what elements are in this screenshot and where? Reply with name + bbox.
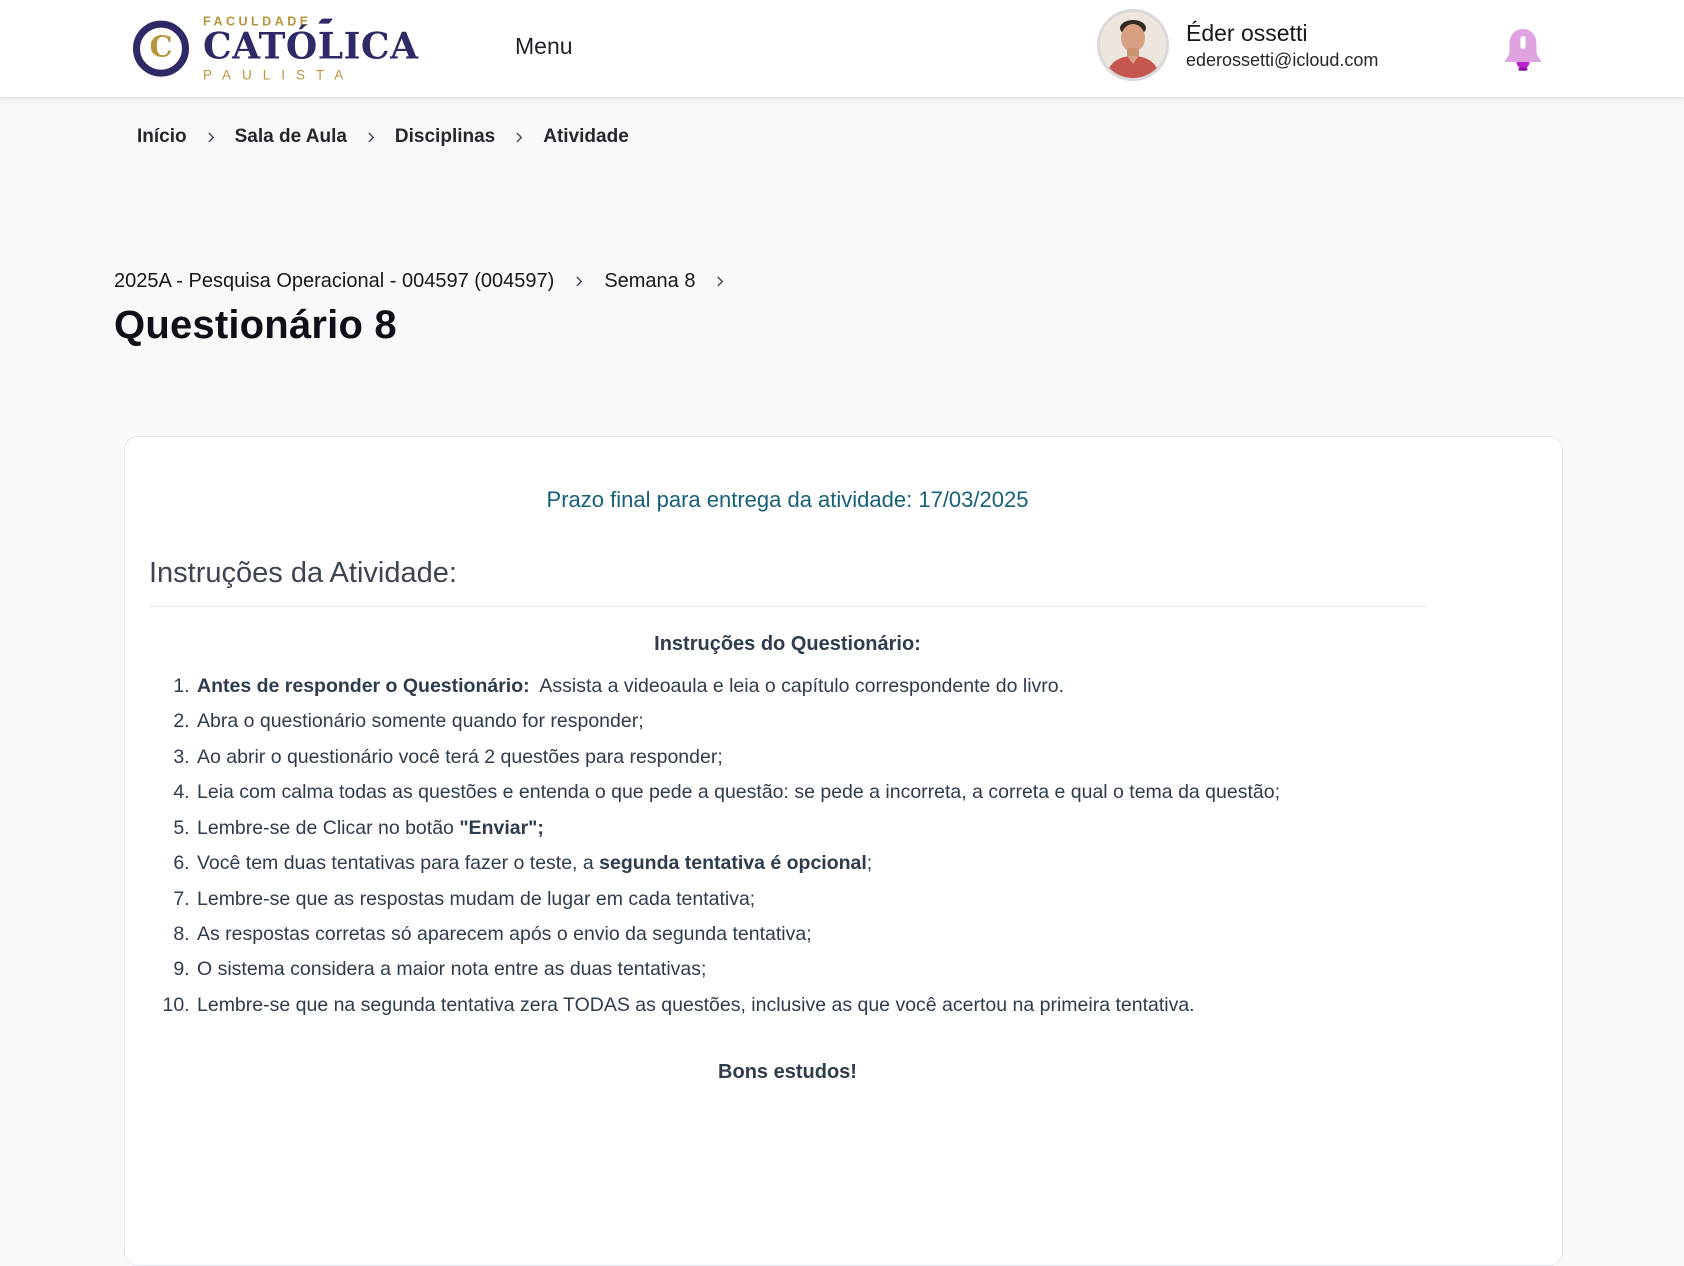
logo-faculdade-label: FACULDADE bbox=[203, 14, 312, 29]
avatar-illustration bbox=[1100, 12, 1166, 78]
user-email: ederossetti@icloud.com bbox=[1186, 49, 1379, 70]
breadcrumb-item[interactable]: Disciplinas bbox=[394, 126, 496, 147]
instruction-item: 2. Abra o questionário somente quando for responder; bbox=[195, 705, 1373, 739]
menu-button[interactable]: Menu bbox=[515, 33, 573, 59]
logo-catolica-label: CATÓLICA bbox=[203, 25, 419, 68]
instruction-item: 3. Ao abrir o questionário você terá 2 questões para responder; bbox=[195, 741, 1373, 775]
instruction-item: 6. Você tem duas tentativas para fazer o teste, a segunda tentativa é opcional; bbox=[195, 847, 1373, 881]
instructions-heading: Instruções da Atividade: bbox=[149, 557, 1426, 607]
instruction-item: 1. Antes de responder o Questionário: Assista a videoaula e leia o capítulo correspondente do livro. bbox=[195, 670, 1373, 704]
breadcrumb-item[interactable]: Início bbox=[137, 126, 187, 147]
course-breadcrumb-item[interactable]: Semana 8 bbox=[604, 270, 696, 292]
breadcrumb-item[interactable]: Sala de Aula bbox=[234, 126, 347, 147]
instruction-item: 8. As respostas corretas só aparecem após o envio da segunda tentativa; bbox=[195, 918, 1373, 952]
user-avatar-photo[interactable] bbox=[1097, 9, 1169, 81]
logo-tick-icon bbox=[318, 19, 333, 24]
chevron-right-icon bbox=[572, 274, 586, 289]
notification-bell-icon[interactable] bbox=[1502, 25, 1544, 73]
page-title: Questionário 8 bbox=[114, 303, 397, 347]
breadcrumb bbox=[0, 97, 1684, 148]
quiz-instructions-title: Instruções do Questionário: bbox=[654, 633, 921, 655]
instruction-item: 7. Lembre-se que as respostas mudam de lugar em cada tentativa; bbox=[195, 883, 1373, 917]
course-breadcrumb-item[interactable]: 2025A - Pesquisa Operacional - 004597 (004597) bbox=[114, 270, 555, 292]
chevron-right-icon bbox=[364, 130, 378, 145]
deadline-text: Prazo final para entrega da atividade: 17/03/2025 bbox=[546, 487, 1029, 512]
main-content bbox=[0, 270, 1684, 1266]
closing-text: Bons estudos! bbox=[718, 1060, 857, 1083]
app-header bbox=[0, 0, 1684, 97]
instruction-item: 10. Lembre-se que na segunda tentativa zera TODAS as questões, inclusive as que você acertou na primeira tentativa. bbox=[195, 989, 1373, 1023]
activity-card bbox=[124, 436, 1563, 1266]
instruction-item: 9. O sistema considera a maior nota entre as duas tentativas; bbox=[195, 953, 1373, 987]
user-name: Éder ossetti bbox=[1186, 19, 1308, 46]
instruction-list bbox=[149, 670, 1373, 1023]
chevron-right-icon bbox=[204, 130, 218, 145]
chevron-right-icon bbox=[512, 130, 526, 145]
chevron-right-icon bbox=[713, 274, 727, 289]
logo-paulista-label: PAULISTA bbox=[203, 67, 355, 83]
user-profile[interactable] bbox=[1097, 9, 1378, 81]
course-breadcrumb bbox=[114, 270, 1684, 293]
circular-c-logo-icon: C bbox=[133, 20, 189, 76]
breadcrumb-item[interactable]: Atividade bbox=[543, 126, 629, 147]
instruction-item: 4. Leia com calma todas as questões e entenda o que pede a questão: se pede a incorreta, a correta e qual o tema da questão; bbox=[195, 776, 1373, 810]
instruction-item: 5. Lembre-se de Clicar no botão "Enviar"; bbox=[195, 812, 1373, 846]
school-logo[interactable] bbox=[133, 14, 419, 83]
